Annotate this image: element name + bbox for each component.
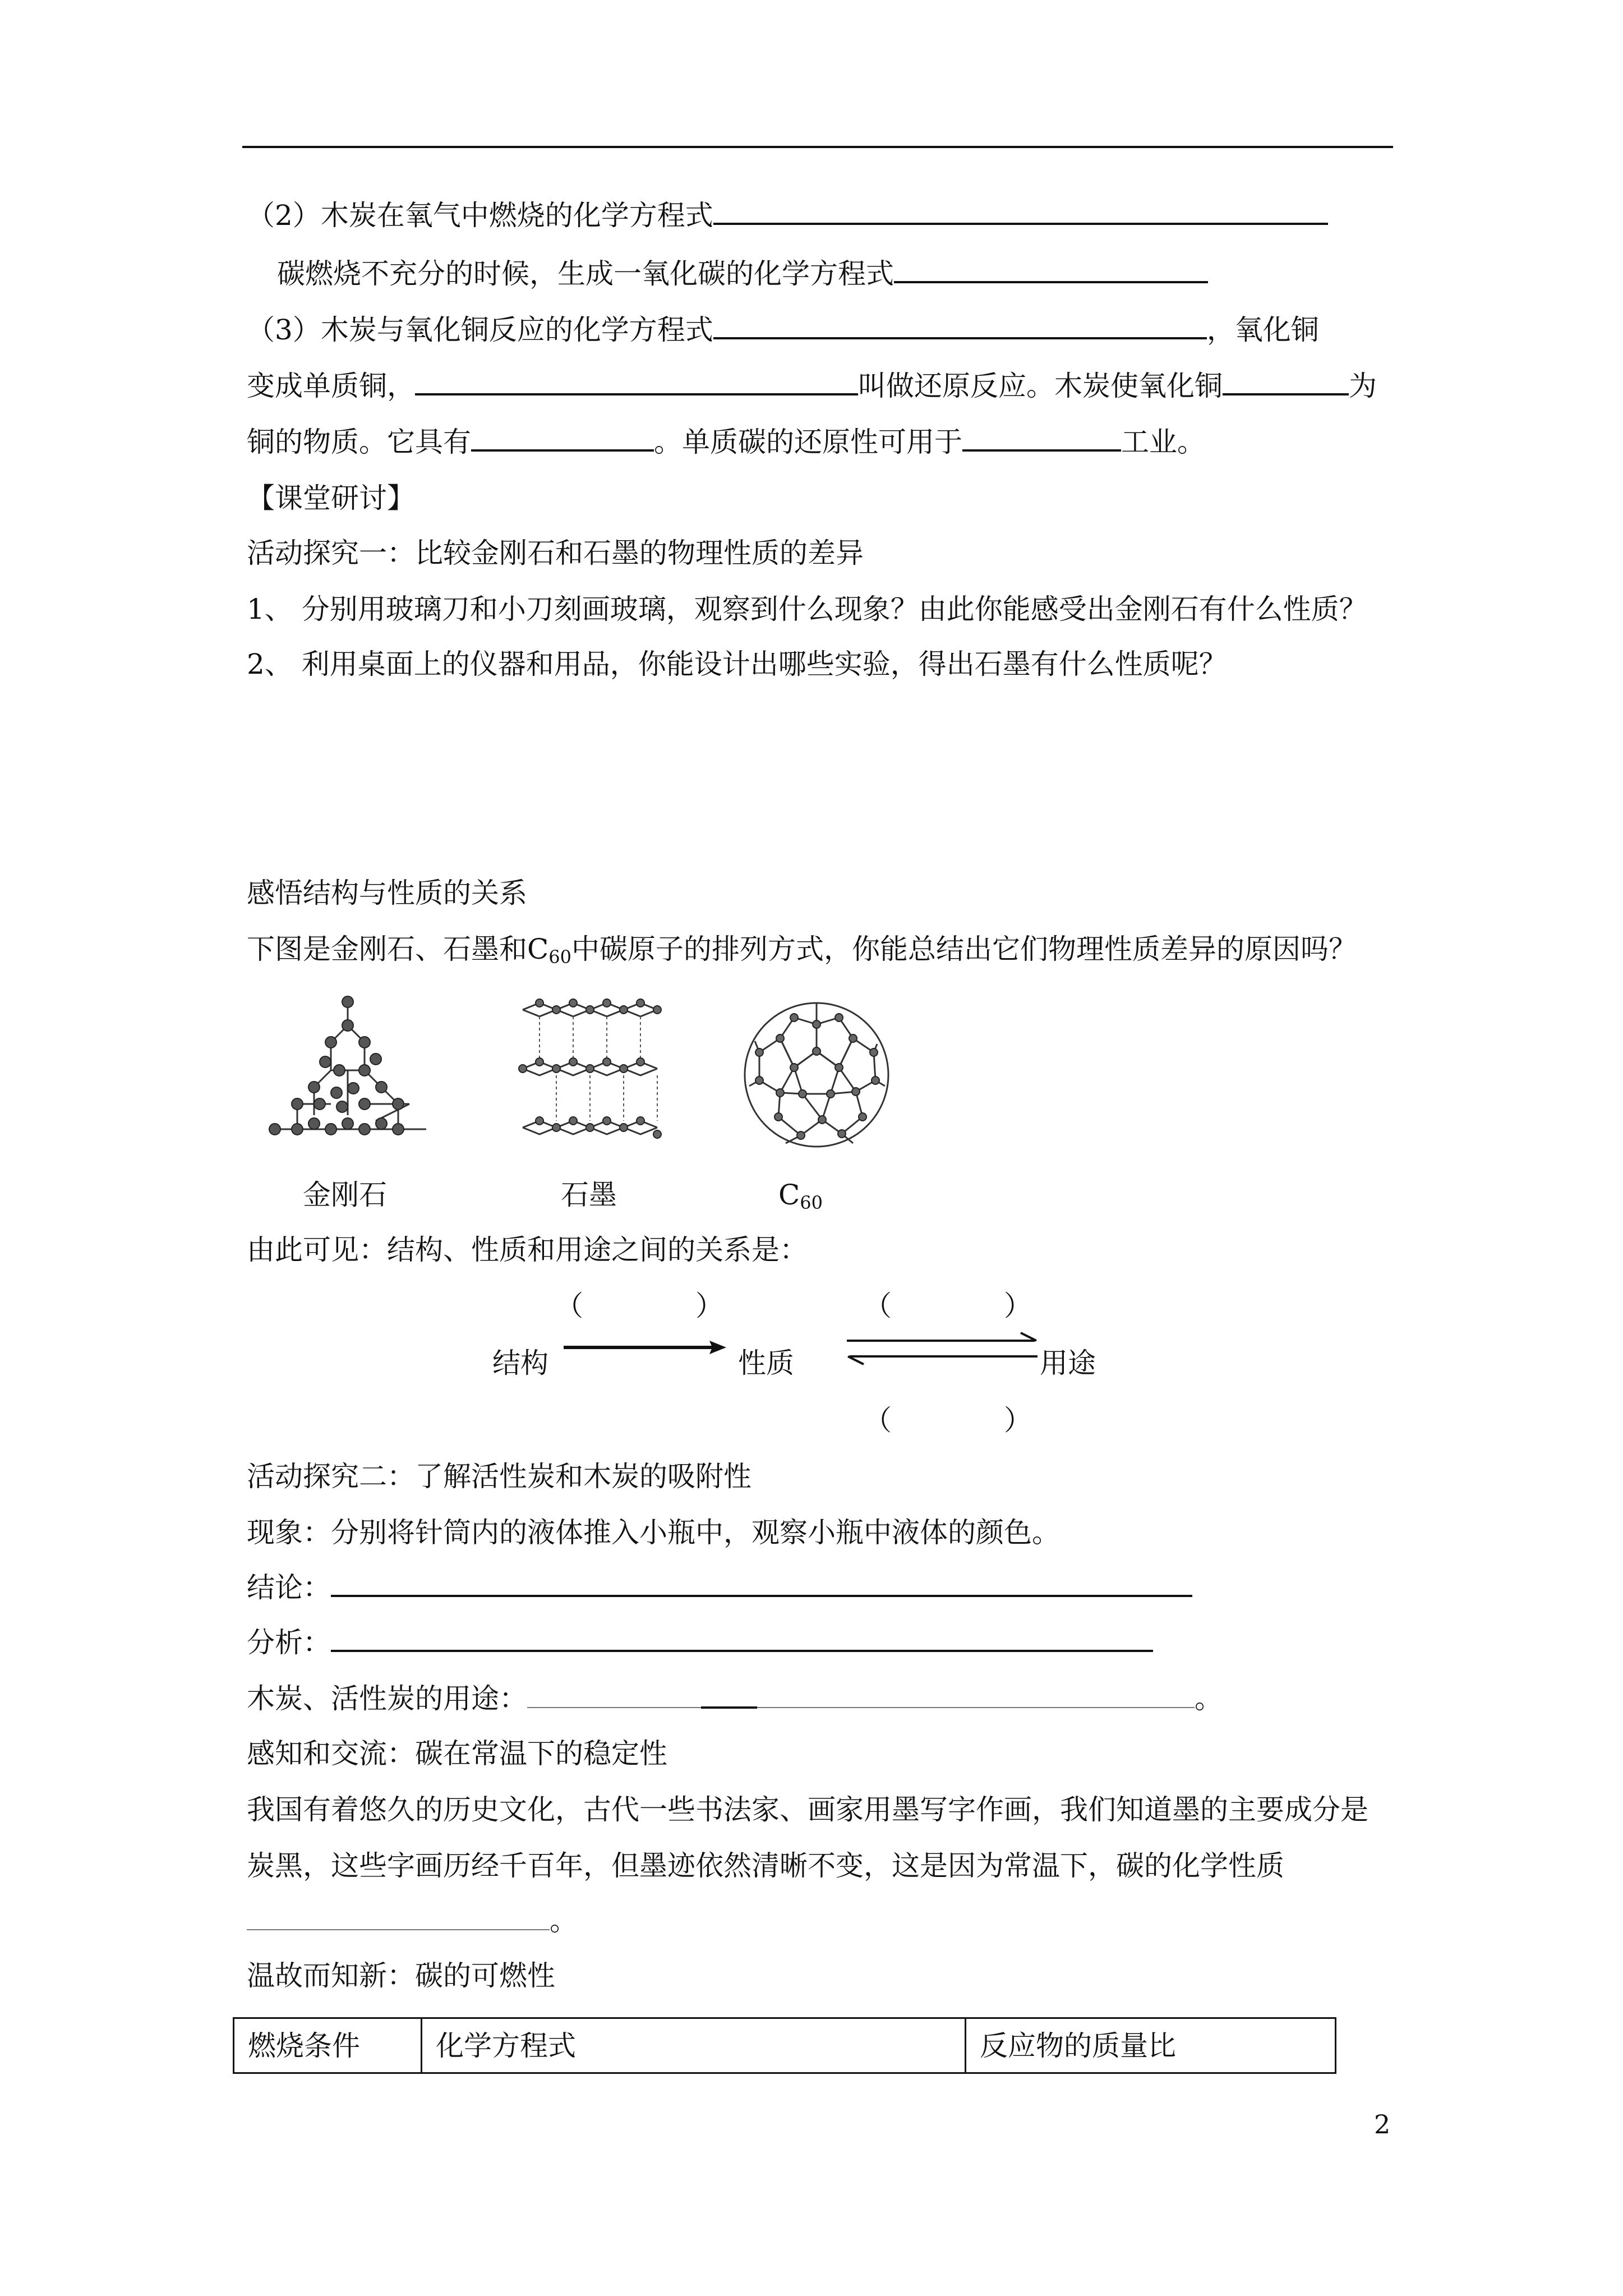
q2b-blank[interactable] — [894, 259, 1208, 283]
uses-label: 木炭、活性炭的用途： — [247, 1682, 527, 1715]
node-use: 用途 — [1040, 1347, 1096, 1379]
section-heading: 【课堂研讨】 — [247, 482, 415, 514]
activity-1-question-1: 1、 分别用玻璃刀和小刀刻画玻璃，观察到什么现象？由此你能感受出金刚石有什么性质？ — [247, 593, 1367, 625]
table-header-row — [234, 2018, 1336, 2073]
caption-c60-sub: 60 — [800, 1192, 823, 1213]
stability-heading: 感知和交流：碳在常温下的稳定性 — [247, 1737, 667, 1770]
q3a-end: ，氧化铜 — [1206, 314, 1319, 346]
graphite-structure-image — [517, 999, 663, 1144]
activity-1-question-2: 2、 利用桌面上的仪器和用品，你能设计出哪些实验，得出石墨有什么性质呢？ — [247, 648, 1227, 680]
q2b-line — [277, 256, 1208, 292]
node-property: 性质 — [738, 1347, 794, 1379]
structure-property-heading: 感悟结构与性质的关系 — [247, 877, 527, 909]
conclusion-blank[interactable] — [331, 1572, 1192, 1597]
analysis-blank[interactable] — [331, 1627, 1153, 1652]
figure-intro-c: C — [527, 933, 549, 965]
q3b-line — [247, 368, 1377, 404]
arrow-property-use-double — [841, 1329, 1043, 1369]
table-header-cell: 反应物的质量比 — [966, 2018, 1336, 2073]
caption-c60 — [778, 1177, 823, 1221]
phenomenon-text: 现象：分别将针筒内的液体推入小瓶中，观察小瓶中液体的颜色。 — [247, 1516, 1060, 1549]
caption-graphite: 石墨 — [561, 1179, 617, 1211]
combustion-table — [233, 2017, 1336, 2074]
figure-intro-sub: 60 — [548, 946, 571, 968]
uses-line — [247, 1681, 1223, 1717]
conclusion-line — [247, 1570, 1192, 1605]
diamond-structure-image — [264, 992, 432, 1143]
q3b-text-1: 变成单质铜， — [247, 370, 415, 402]
q3c-line — [247, 424, 1205, 460]
q3a-text: （3）木炭与氧化铜反应的化学方程式 — [247, 314, 713, 346]
q3a-blank[interactable] — [713, 315, 1207, 339]
q3c-text-3: 工业。 — [1121, 426, 1205, 458]
ink-paragraph-line-1: 我国有着悠久的历史文化，古代一些书法家、画家用墨写字作画，我们知道墨的主要成分是 — [247, 1793, 1368, 1826]
combustibility-heading: 温故而知新：碳的可燃性 — [247, 1959, 555, 1992]
caption-c60-letter: C — [778, 1179, 800, 1211]
q3b-blank-1[interactable] — [415, 371, 858, 395]
ink-paragraph-line-3 — [247, 1903, 578, 1939]
q3b-blank-2[interactable] — [1223, 371, 1349, 395]
uses-end: 。 — [1195, 1682, 1223, 1715]
q3c-blank-1[interactable] — [471, 427, 654, 452]
ink-paragraph-end: 。 — [550, 1904, 578, 1937]
paren-property-use: （ ） — [864, 1290, 1032, 1322]
q2-text: （2）木炭在氧气中燃烧的化学方程式 — [247, 199, 713, 232]
figure-intro-text-1: 下图是金刚石、石墨和 — [247, 933, 527, 965]
table-header-cell: 燃烧条件 — [234, 2018, 422, 2073]
paren-structure-property: （ ） — [555, 1290, 723, 1322]
arrow-structure-to-property — [561, 1336, 729, 1359]
activity-2-title: 活动探究二：了解活性炭和木炭的吸附性 — [247, 1460, 751, 1493]
c60-structure-image — [738, 996, 895, 1153]
header-rule — [242, 146, 1393, 148]
q3c-text-2: 。单质碳的还原性可用于 — [654, 426, 962, 458]
q3c-text-1: 铜的物质。它具有 — [247, 426, 471, 458]
node-structure: 结构 — [492, 1347, 548, 1379]
analysis-line — [247, 1625, 1153, 1660]
q2b-text: 碳燃烧不充分的时候，生成一氧化碳的化学方程式 — [277, 257, 894, 290]
page-number: 2 — [1374, 2109, 1391, 2139]
paren-use-property: （ ） — [864, 1404, 1032, 1437]
chemical-property-blank[interactable] — [247, 1907, 550, 1930]
q2-line — [247, 197, 1328, 233]
conclusion-label: 结论： — [247, 1571, 331, 1604]
q3b-text-2: 叫做还原反应。木炭使氧化铜 — [858, 370, 1223, 402]
activity-1-title: 活动探究一：比较金刚石和石墨的物理性质的差异 — [247, 537, 864, 569]
table-header-cell: 化学方程式 — [422, 2018, 966, 2073]
figure-intro-text-2: 中碳原子的排列方式，你能总结出它们物理性质差异的原因吗？ — [571, 933, 1357, 965]
analysis-label: 分析： — [247, 1626, 331, 1659]
q3c-blank-2[interactable] — [962, 427, 1121, 452]
uses-blank[interactable] — [527, 1685, 1195, 1708]
q3a-line — [247, 312, 1319, 348]
q3b-text-3: 为 — [1349, 370, 1377, 402]
ink-paragraph-line-2: 炭黑，这些字画历经千百年，但墨迹依然清晰不变，这是因为常温下，碳的化学性质 — [247, 1849, 1284, 1882]
relation-text: 由此可见：结构、性质和用途之间的关系是： — [247, 1234, 808, 1266]
caption-diamond: 金刚石 — [303, 1179, 387, 1211]
q2-blank[interactable] — [713, 200, 1328, 225]
figure-intro — [247, 931, 1357, 975]
